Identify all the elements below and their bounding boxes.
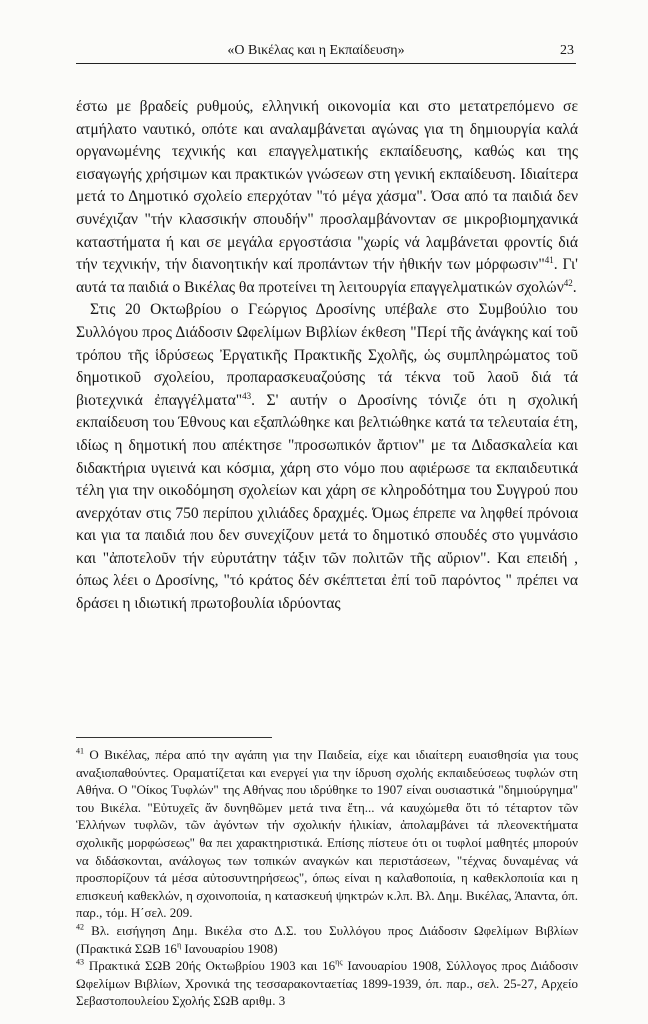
footnote-number: 41	[76, 746, 84, 756]
paragraph-1	[76, 96, 578, 299]
paragraph-1-text-cont: . Γι' αυτά τα παιδιά ο Βικέλας θα προτείνει τη λειτουργία επαγγελματικών σχολών	[76, 256, 578, 296]
footnote-text: Ο Βικέλας, πέρα από την αγάπη για την Παιδεία, είχε και ιδιαίτερη ευαισθησία για τους αναξιοπαθούντες. Οραματίζεται και ενεργεί για την ίδρυση σχολής εκπαιδεύσεως τυφλών στη Αθήνα. Ο "Οίκος Τυφλών" της Αθήνας που ιδρύθηκε το 1907 είναι ουσιαστικά "δημιούργημα" του Βικέλα. "Εὐτυχεῖς ἄν δυνηθῶμεν μετά τινα ἔτη... νά καυχώμεθα ὅτι τό τέταρτον τῶν Ἑλλήνων τυφλῶν, τῶν ἀγόντων τήν σχολικήν ἡλικίαν, ἀπολαμβάνει τά πλεονεκτήματα σχολικῆς μορφώσεως" θα πει χαρακτηριστικά. Επίσης πίστευε ότι οι τυφλοί μαθητές μπορούν να διδάσκονται, ανάλογως των τοπικών αναγκών και περιστάσεων, "τέχνας δυναμένας νά προσπορίζουν τά μέσα αὐτοσυντηρήσεως", όπως είναι η καλαθοποιία, η καθεκλοποιία και η επισκευή καθεκλών, η σχοινοποιία, η κατασκευή ψηκτρών κ.λπ. Βλ. Δημ. Βικέλας, Άπαντα, όπ. παρ., τόμ. Η΄σελ. 209.	[76, 747, 578, 921]
footnote-ref-41: 41	[544, 254, 554, 265]
footnote-43	[76, 957, 578, 1010]
footnotes	[76, 746, 578, 1010]
running-title: «Ο Βικέλας και η Εκπαίδευση»	[227, 43, 405, 58]
paragraph-2-text: Στις 20 Οκτωβρίου ο Γεώργιος Δροσίνης υπέβαλε στο Συμβούλιο του Συλλόγου προς Διάδοσιν Ωφελίμων Βιβλίων έκθεση "Περί τῆς ἀνάγκης καί τοῦ τρόπου τῆς ἱδρύσεως Ἐργατικῆς Πρακτικῆς Σχολῆς, ὡς συμπληρώματος τοῦ δημοτικοῦ σχολείου, προπαρασκευαζούσης τά τέκνα τοῦ λαοῦ διά τά βιοτεχνικά ἐπαγγέλματα"	[76, 301, 578, 409]
footnote-text-cont: Ιανουαρίου 1908, Σύλλογος προς Διάδοσιν Ωφελίμων Βιβλίων, Χρονικά της τεσσαρακονταετίας 1899-1939, όπ. παρ., σελ. 25-27, Αρχείο Σεβαστοπουλείου Σχολής ΣΩΒ αριθμ. 3	[76, 958, 578, 1009]
paragraph-2	[76, 299, 578, 615]
footnote-ordinal: η	[176, 940, 182, 950]
footnote-number: 42	[76, 922, 84, 932]
paragraph-1-text: έστω με βραδείς ρυθμούς, ελληνική οικονομία και στο μετατρεπόμενο σε ατμήλατο ναυτικό, οπότε και αναλαμβάνεται αγώνας για τη δημιουργία καλά οργανωμένης τεχνικής και επαγγελματικής εκπαίδευσης, καθώς και της εισαγωγής χρήσιμων και πρακτικών γνώσεων στη γενική εκπαίδευση. Ιδιαίτερα μετά το Δημοτικό σχολείο επερχόταν "τό μέγα χάσμα". Όσα από τα παιδιά δεν συνέχιζαν "τήν κλασσικήν σπουδήν" προσλαμβάνονταν σε μικροβιομηχανικά καταστήματα ή και σε μεγάλα εργοστάσια "χωρίς νά λαμβάνεται φροντίς διά τήν τεχνικήν, τήν διανοητικήν καί προπάντων τήν ἠθικήν των μόρφωσιν"	[76, 98, 578, 274]
footnote-text-cont: Ιανουαρίου 1908)	[181, 940, 278, 956]
footnote-ref-42: 42	[563, 277, 573, 288]
main-text	[76, 96, 578, 616]
running-header	[76, 42, 576, 64]
footnote-text: Βλ. εισήγηση Δημ. Βικέλα στο Δ.Σ. του Συλλόγου προς Διάδοσιν Ωφελίμων Βιβλίων (Πρακτικά ΣΩΒ 16	[76, 922, 578, 956]
footnote-number: 43	[76, 957, 84, 967]
paragraph-1-text-end: .	[572, 278, 577, 296]
page-number: 23	[560, 43, 574, 58]
paragraph-2-text-cont: . Σ' αυτήν ο Δροσίνης τόνιζε ότι η σχολική εκπαίδευση του Έθνους και εξαπλώθηκε και βελτιώθηκε κατά τα τελευταία έτη, ιδίως η δημοτική που απέκτησε "προσωπικόν ἄρτιον" με τα Διδασκαλεία και διδακτήρια υγιεινά και κόσμια, χάρη στο νόμο που αφιέρωσε τα εκπαιδευτικά τέλη για την οικοδόμηση σχολείων και χάρη σε κληροδότημα του Συγγρού που ανερχόταν στις 750 περίπου χιλιάδες δραχμές. Όμως έπρεπε να ληφθεί πρόνοια και για τα παιδιά που δεν συνεχίζουν μετά το δημοτικό σπουδές στο γυμνάσιο και "ἀποτελοῦν τήν εὐρυτάτην τάξιν τῶν πολιτῶν τῆς αὔριον". Και επειδή , όπως λέει ο Δροσίνης, "τό κράτος δέν σκέπτεται ἐπί τοῦ παρόντος " πρέπει να δράσει η ιδιωτική πρωτοβουλία ιδρύοντας	[76, 391, 579, 613]
footnote-text: Πρακτικά ΣΩΒ 20ής Οκτωβρίου 1903 και 16	[84, 958, 336, 974]
footnote-41	[76, 746, 578, 922]
footnote-42	[76, 922, 578, 957]
footnote-ref-43: 43	[242, 390, 252, 401]
footnote-ordinal: ης	[335, 957, 343, 967]
footnote-separator	[76, 737, 272, 738]
